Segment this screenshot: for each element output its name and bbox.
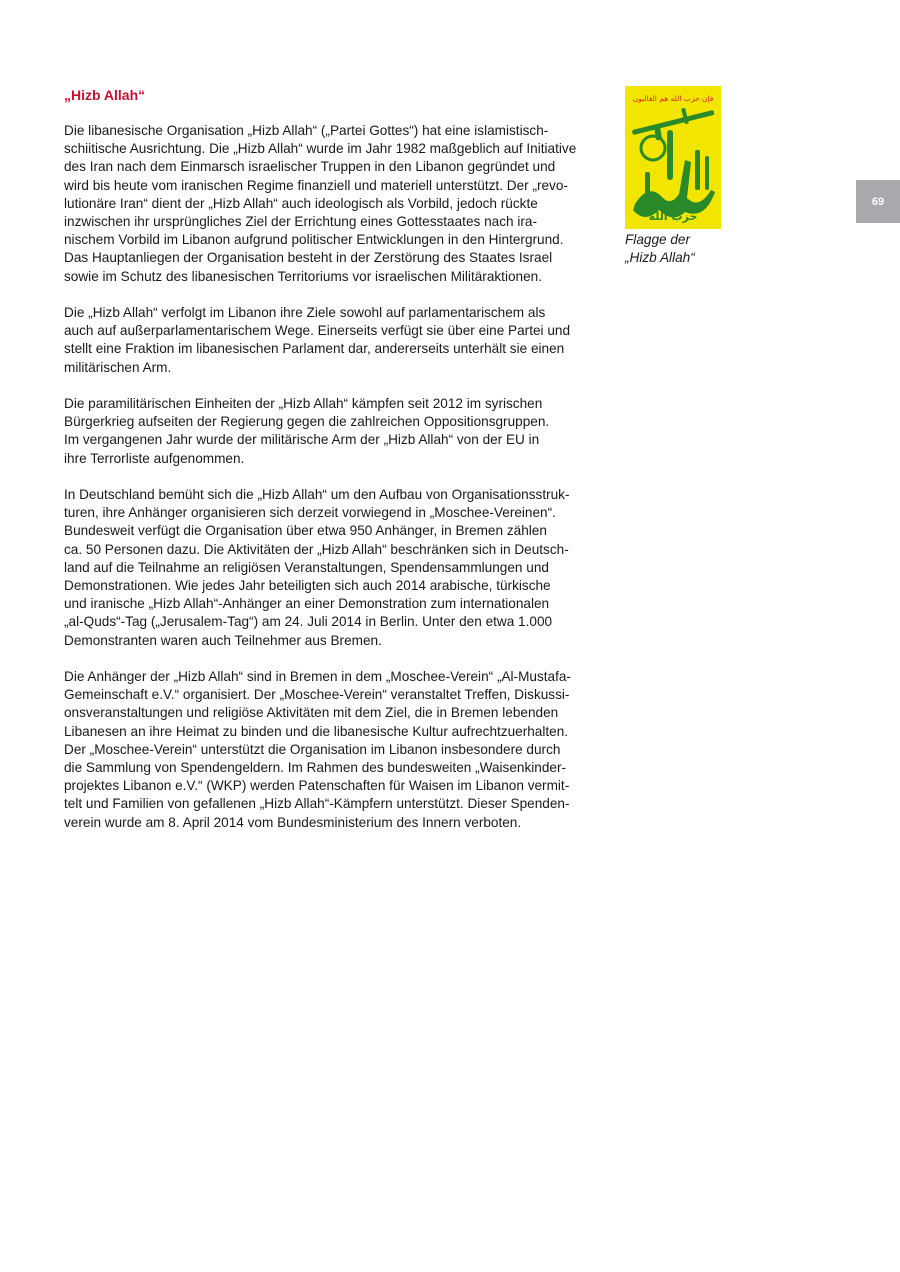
text-line: schiitische Ausrichtung. Die „Hizb Allah“ wurde im Jahr 1982 maßgeblich auf Initiative xyxy=(64,141,577,157)
text-line: inzwischen ihr ursprüngliches Ziel der Errichtung eines Gottesstaates nach ira- xyxy=(64,214,537,230)
text-line: Libanesen an ihre Heimat zu binden und die libanesische Kultur aufrechtzuerhalten. xyxy=(64,723,569,739)
text-line: In Deutschland bemüht sich die „Hizb Allah“ um den Aufbau von Organisationsstruk- xyxy=(64,487,570,503)
page-number-tab xyxy=(856,180,900,223)
text-line: land auf die Teilnahme an religiösen Veranstaltungen, Spendensammlungen und xyxy=(64,559,549,575)
text-line: ihre Terrorliste aufgenommen. xyxy=(64,450,245,466)
text-line: auch auf außerparlamentarischem Wege. Einerseits verfügt sie über eine Partei und xyxy=(64,323,571,339)
text-line: militärischen Arm. xyxy=(64,359,172,375)
paragraph-5 xyxy=(64,668,616,832)
caption-line: „Hizb Allah“ xyxy=(625,250,695,266)
text-line: ca. 50 Personen dazu. Die Aktivitäten der „Hizb Allah“ beschränken sich in Deutsch- xyxy=(64,541,569,557)
caption-line: Flagge der xyxy=(625,232,690,247)
text-line: verein wurde am 8. April 2014 vom Bundesministerium des Innern verboten. xyxy=(64,814,522,830)
text-line: Das Hauptanliegen der Organisation besteht in der Zerstörung des Staates Israel xyxy=(64,250,553,266)
text-line: „al-Quds“-Tag („Jerusalem-Tag“) am 24. Juli 2014 in Berlin. Unter den etwa 1.000 xyxy=(64,614,553,630)
flag-inscription: فإن حزب الله هم الغالبون xyxy=(632,94,714,103)
text-line: stellt eine Fraktion im libanesischen Parlament dar, andererseits unterhält sie einen xyxy=(64,341,565,357)
text-line: Bundesweit verfügt die Organisation über etwa 950 Anhänger, in Bremen zählen xyxy=(64,523,547,539)
text-line: lutionäre Iran“ dient der „Hizb Allah“ auch ideologisch als Vorbild, jedoch rückte xyxy=(64,195,538,211)
text-line: Im vergangenen Jahr wurde der militärische Arm der „Hizb Allah“ von der EU in xyxy=(64,432,540,448)
section-heading: „Hizb Allah“ xyxy=(64,87,146,103)
text-line: telt und Familien von gefallenen „Hizb Allah“-Kämpfern unterstützt. Dieser Spenden- xyxy=(64,796,570,812)
text-line: und iranische „Hizb Allah“-Anhänger an einer Demonstration zum internationalen xyxy=(64,596,550,612)
flag-figure xyxy=(625,86,721,267)
text-line: onsveranstaltungen und religiöse Aktivitäten mit dem Ziel, die in Bremen lebenden xyxy=(64,705,559,721)
text-line: Die paramilitärischen Einheiten der „Hizb Allah“ kämpfen seit 2012 im syrischen xyxy=(64,396,543,412)
text-line: nischem Vorbild im Libanon aufgrund politischer Entwicklungen in den Hintergrund. xyxy=(64,232,564,248)
paragraph-1 xyxy=(64,122,616,286)
flag-name-text: حزب الله xyxy=(648,210,698,223)
text-line: Die libanesische Organisation „Hizb Allah“ („Partei Gottes“) hat eine islamistisch- xyxy=(64,123,549,138)
text-line: Bürgerkrieg aufseiten der Regierung gegen die zahlreichen Oppositionsgruppen. xyxy=(64,414,550,430)
text-line: Gemeinschaft e.V.“ organisiert. Der „Moschee-Verein“ veranstaltet Treffen, Diskussi- xyxy=(64,687,570,703)
text-line: Die „Hizb Allah“ verfolgt im Libanon ihre Ziele sowohl auf parlamentarischem als xyxy=(64,305,546,321)
text-line: wird bis heute vom iranischen Regime finanziell und materiell unterstützt. Der „revo- xyxy=(64,177,568,193)
text-line: turen, ihre Anhänger organisieren sich derzeit vorwiegend in „Moschee-Vereinen“. xyxy=(64,505,556,521)
figure-caption xyxy=(625,231,721,267)
text-line: Demonstrationen. Wie jedes Jahr beteiligten sich auch 2014 arabische, türkische xyxy=(64,578,551,594)
hizb-allah-flag-image xyxy=(625,86,721,229)
text-line: Der „Moschee-Verein“ unterstützt die Organisation im Libanon insbesondere durch xyxy=(64,741,561,757)
text-line: Demonstranten waren auch Teilnehmer aus Bremen. xyxy=(64,632,382,648)
paragraph-2 xyxy=(64,304,616,377)
text-line: die Sammlung von Spendengeldern. Im Rahmen des bundesweiten „Waisenkinder- xyxy=(64,760,566,776)
text-line: Die Anhänger der „Hizb Allah“ sind in Bremen in dem „Moschee-Verein“ „Al-Mustafa- xyxy=(64,669,571,685)
text-line: sowie im Schutz des libanesischen Territoriums vor israelischen Militäraktionen. xyxy=(64,268,542,284)
text-line: des Iran nach dem Einmarsch israelischer Truppen in den Libanon gegründet und xyxy=(64,159,556,175)
text-line: projektes Libanon e.V.“ (WKP) werden Patenschaften für Waisen im Libanon vermit- xyxy=(64,778,570,794)
page-number: 69 xyxy=(871,195,885,208)
body-text xyxy=(64,122,616,850)
paragraph-3 xyxy=(64,395,616,468)
paragraph-4 xyxy=(64,486,616,650)
